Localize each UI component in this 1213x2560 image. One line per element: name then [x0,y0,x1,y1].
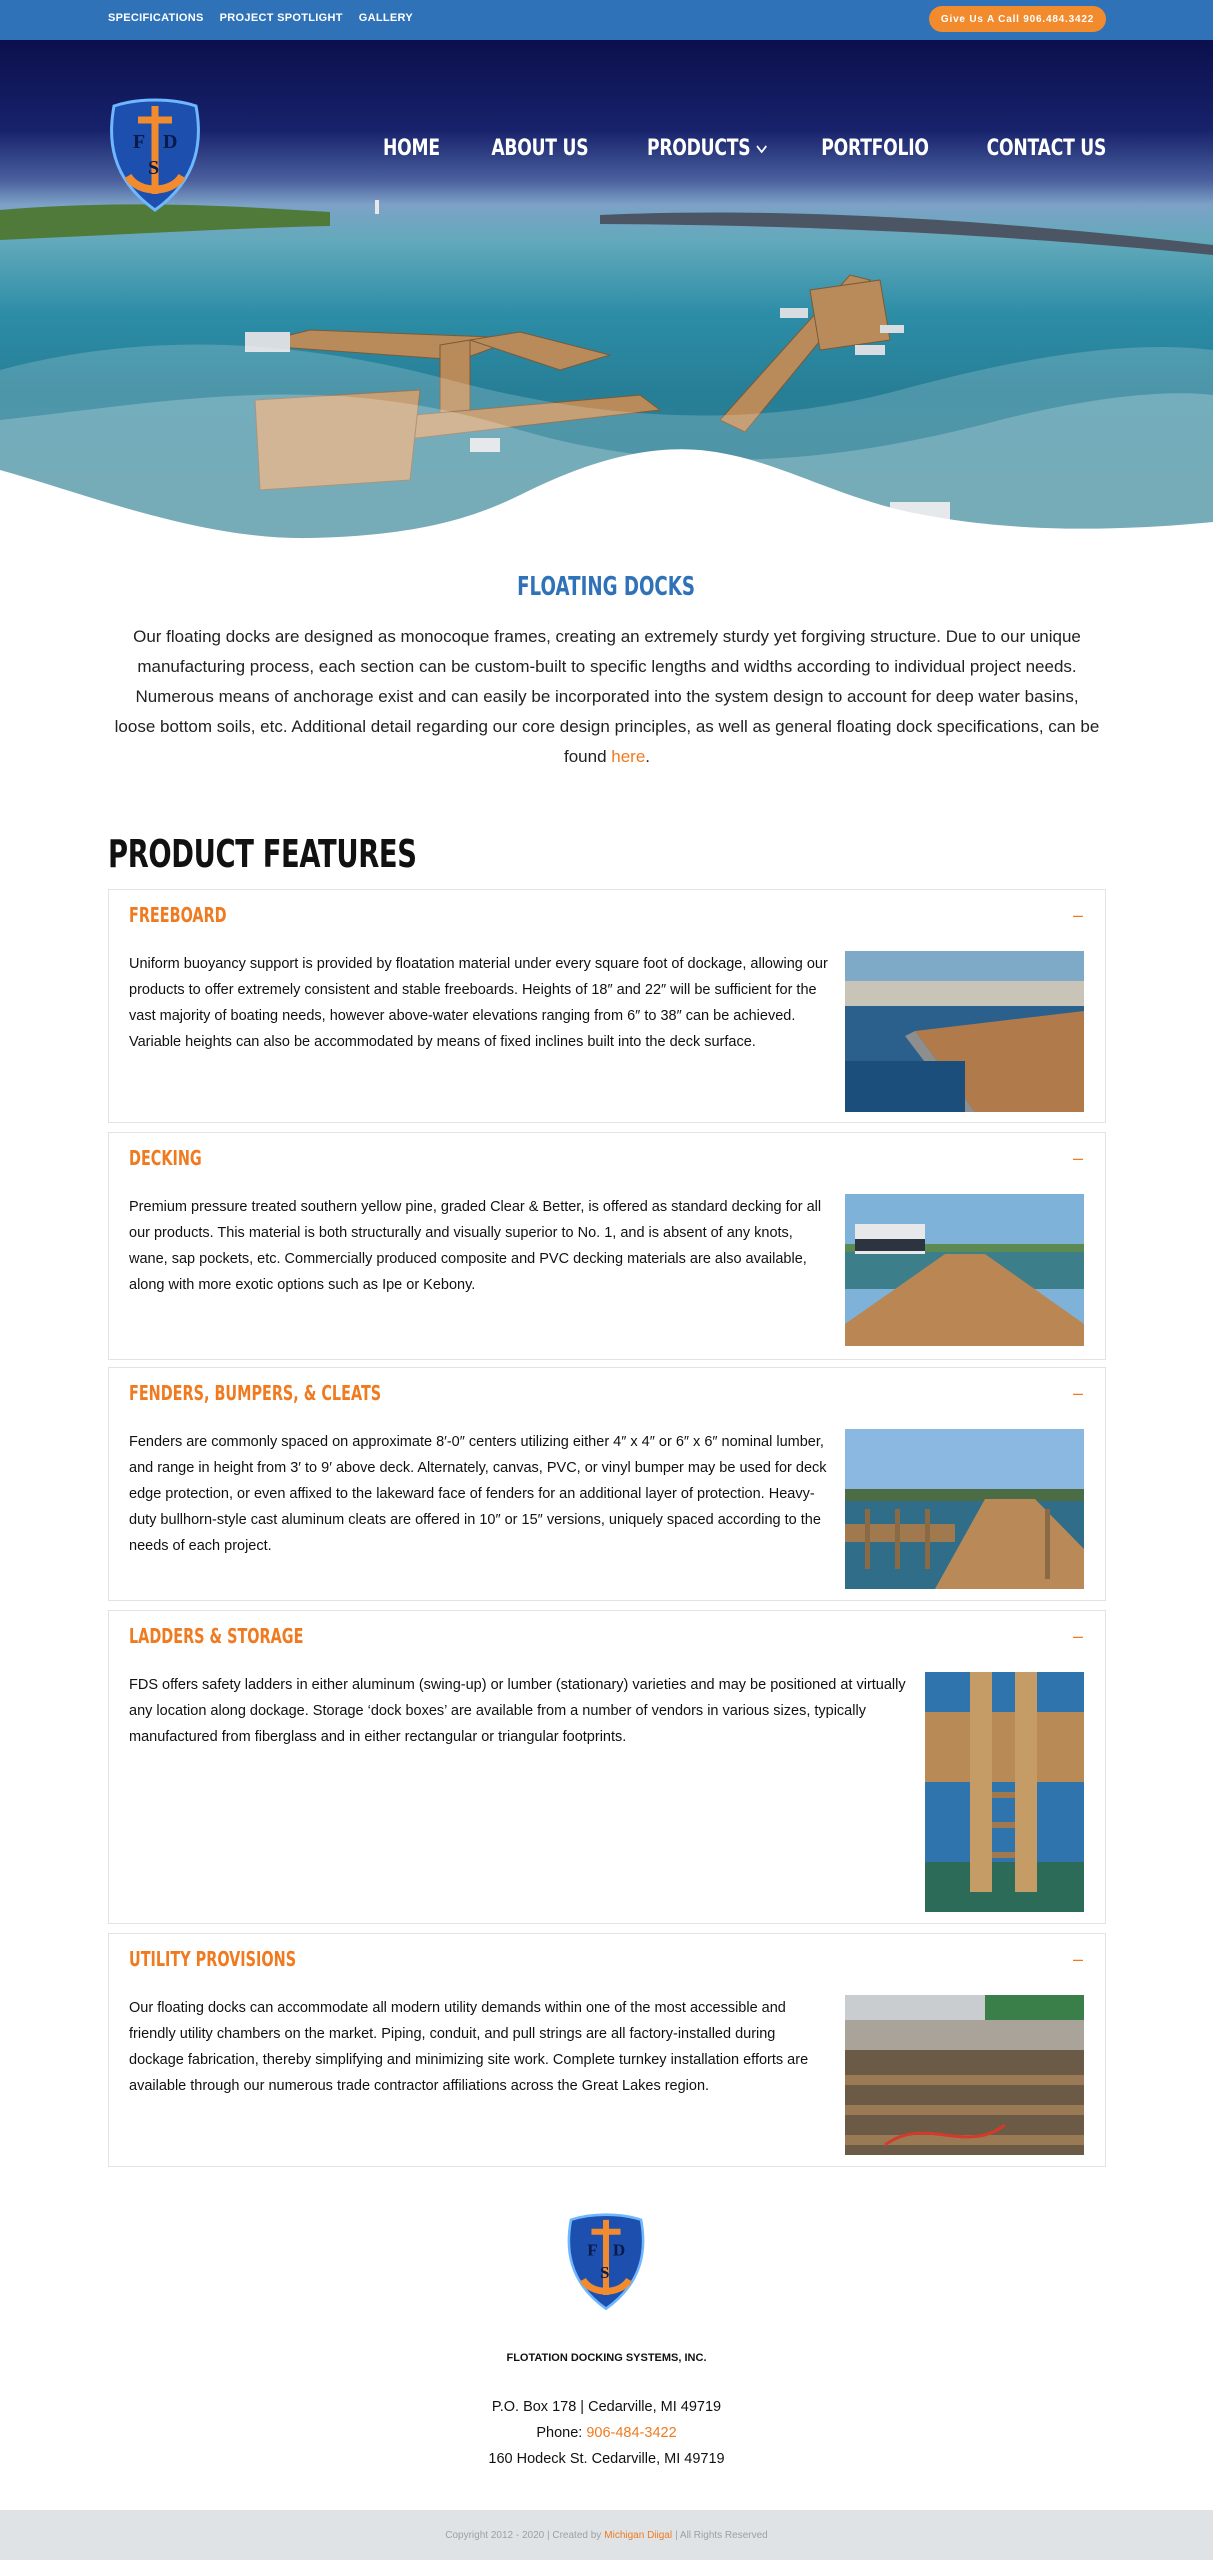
collapse-icon[interactable]: – [1072,1949,1083,1969]
nav-portfolio[interactable] [821,136,928,161]
intro-body: Our floating docks are designed as monocoque frames, creating an extremely sturdy yet forgiving structure. Due to our unique manufacturing process, each section can be custom-built to specific lengths and widths according to individual project needs. Numerous means of anchorage exist and can easily be incorporated into the system design to account for deep water basins, loose bottom soils, etc. Additional detail regarding our core design principles, as well as general floating dock specifications, can be found [114,627,1100,766]
nav-products-label: PRODUCTS [646,136,750,161]
footer-contact [0,2394,1213,2472]
michigan-digital-link[interactable]: Michigan Diigal [604,2529,673,2541]
copyright-prefix: Copyright 2012 - 2020 | Created by [445,2529,602,2541]
freeboard-text: Uniform buoyancy support is provided by floatation material under every square foot of dockage, allowing our products to offer extremely consistent and stable freeboards. Heights of 18″ and 22″ will be sufficient for the vast majority of boating needs, however above-water elevations ranging from 6″ to 38″ can be achieved. Variable heights can also be accommodated by means of fixed inclines built into the deck surface. [129,956,828,1050]
top-utility-bar [0,0,1213,40]
phone-link[interactable]: 906-484-3422 [586,2425,677,2441]
freeboard-photo [845,951,1084,1112]
section-title [0,572,1213,602]
gallery-link[interactable]: GALLERY [358,12,413,24]
footer-fds-logo[interactable] [565,2213,647,2313]
accordion-title-freeboard[interactable]: FREEBOARD [129,903,227,927]
accordion-title-decking[interactable]: DECKING [129,1146,202,1170]
accordion-utility-provisions [108,1933,1106,2167]
nav-products[interactable] [647,136,768,161]
collapse-icon[interactable]: – [1072,1383,1083,1403]
copyright-bar [0,2510,1213,2560]
ladders-photo [925,1672,1084,1912]
nav-contact-us[interactable] [987,136,1106,161]
product-features-heading: PRODUCT FEATURES [108,832,417,876]
nav-home-label: HOME [383,136,441,161]
nav-home[interactable] [383,136,440,161]
fenders-text: Fenders are commonly spaced on approximate 8′-0″ centers utilizing either 4″ x 4″ or 6″ x 6″ nominal lumber, and range in height from 3′ to 9′ above deck. Alternately, canvas, PVC, or vinyl bumper may be used for deck edge protection, or even affixed to the lakeward face of fenders for an additional layer of protection. Heavy-duty bullhorn-style cast aluminum cleats are offered in 10″ or 15″ versions, uniquely spaced according to the needs of each project. [129,1434,827,1554]
utility-text: Our floating docks can accommodate all modern utility demands within one of the most accessible and friendly utility chambers on the market. Piping, conduit, and pull strings are all factory-installed during dockage fabrication, thereby simplifying and minimizing site work. Complete turnkey installation efforts are available through our numerous trade contractor affiliations across the Great Lakes region. [129,2000,809,2094]
intro-paragraph [113,622,1101,772]
accordion-title-fenders[interactable]: FENDERS, BUMPERS, & CLEATS [129,1381,382,1405]
accordion-freeboard [108,889,1106,1123]
fenders-photo [845,1429,1084,1589]
decking-photo [845,1194,1084,1346]
fds-logo[interactable] [108,98,202,215]
logo-letter-d: D [163,131,178,153]
company-name: FLOTATION DOCKING SYSTEMS, INC. [506,2352,707,2364]
project-spotlight-link[interactable]: PROJECT SPOTLIGHT [219,12,343,24]
floating-docks-title: FLOATING DOCKS [517,572,696,602]
intro-period: . [645,747,651,766]
nav-about-us[interactable] [492,136,589,161]
specifications-link[interactable]: SPECIFICATIONS [108,12,204,24]
chevron-down-icon[interactable] [755,143,767,155]
phone-line [0,2420,1213,2446]
call-button[interactable]: Give Us A Call 906.484.3422 [929,6,1106,32]
utility-links [108,0,413,36]
hero-banner [0,40,1213,540]
footer-logo-letter-s: S [600,2262,610,2282]
accordion-fenders-bumpers-cleats [108,1367,1106,1601]
accordion-title-utility[interactable]: UTILITY PROVISIONS [129,1947,297,1971]
decking-text: Premium pressure treated southern yellow pine, graded Clear & Better, is offered as standard decking for all our products. This material is both structurally and visually superior to No. 1, and is absent of any knots, wane, sap pockets, etc. Commercially produced composite and PVC decking materials are also available, along with more exotic options such as Ipe or Kebony. [129,1199,822,1293]
accordion-ladders-storage [108,1610,1106,1924]
copyright-suffix: | All Rights Reserved [675,2529,768,2541]
accordion-decking [108,1132,1106,1360]
here-link[interactable]: here [611,747,646,766]
footer-logo-letter-d: D [612,2240,626,2260]
accordion-title-ladders[interactable]: LADDERS & STORAGE [129,1624,304,1648]
footer-logo-letter-f: F [587,2240,598,2260]
ladders-text: FDS offers safety ladders in either aluminum (swing-up) or lumber (stationary) varieties and may be positioned at virtually any location along dockage. Storage ‘dock boxes’ are available from a number of vendors in various sizes, typically manufactured from fiberglass and in either rectangular or triangular footprints. [129,1677,906,1745]
collapse-icon[interactable]: – [1072,1148,1083,1168]
collapse-icon[interactable]: – [1072,905,1083,925]
street-address: 160 Hodeck St. Cedarville, MI 49719 [488,2451,725,2467]
logo-letter-f: F [133,131,146,153]
utility-photo [845,1995,1084,2155]
collapse-icon[interactable]: – [1072,1626,1083,1646]
nav-contact-us-label: CONTACT US [986,136,1106,161]
logo-letter-s: S [148,157,160,179]
mailing-address: P.O. Box 178 | Cedarville, MI 49719 [491,2399,722,2415]
nav-about-us-label: ABOUT US [491,136,589,161]
main-navigation [367,136,1106,161]
phone-label: Phone: [536,2425,587,2441]
nav-portfolio-label: PORTFOLIO [821,136,929,161]
